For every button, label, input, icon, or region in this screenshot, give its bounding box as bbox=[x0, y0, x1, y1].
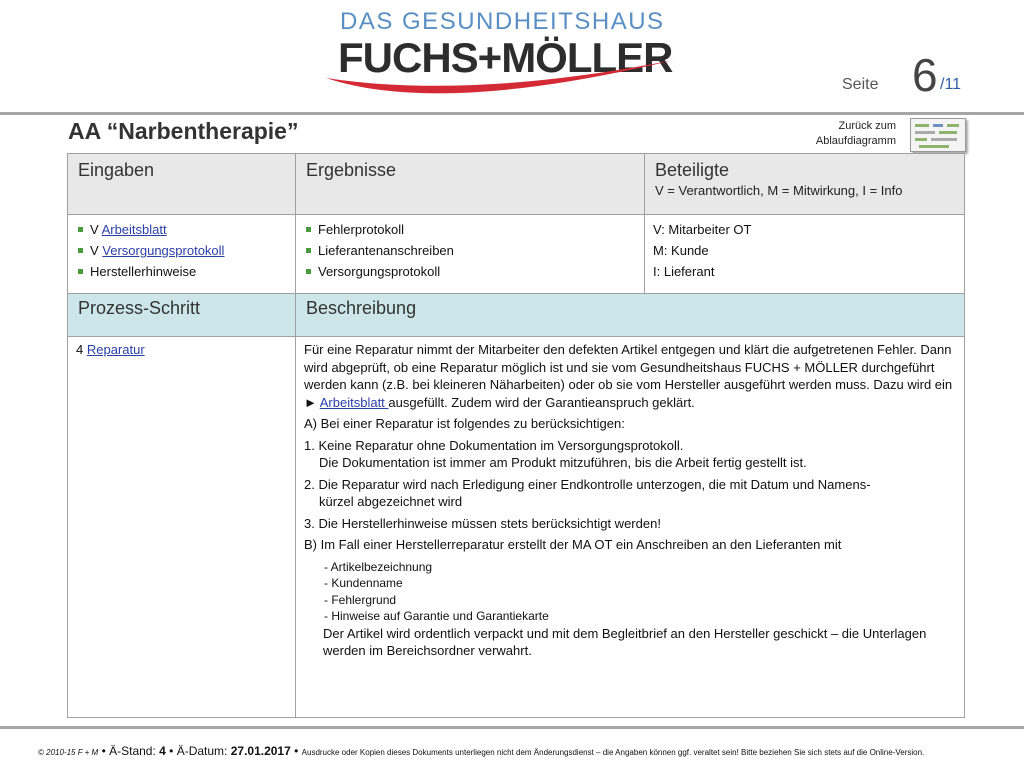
list-item: Versorgungsprotokoll bbox=[304, 261, 636, 282]
back-link-line2: Ablaufdiagramm bbox=[815, 135, 896, 147]
page-total: /11 bbox=[940, 76, 962, 93]
footer-date-value: 27.01.2017 bbox=[230, 744, 291, 758]
step-header: Prozess-Schritt bbox=[68, 294, 296, 337]
list-item: Lieferantenanschreiben bbox=[304, 240, 636, 261]
results-header bbox=[296, 154, 645, 215]
participants-header-label: Beteiligte bbox=[655, 160, 730, 180]
page-label: Seite bbox=[842, 76, 879, 93]
process-table bbox=[67, 293, 965, 718]
list-item bbox=[76, 219, 287, 240]
letter-item: - Artikelbezeichnung bbox=[324, 559, 433, 574]
footer-bullet: • bbox=[290, 744, 302, 758]
step-number: 4 bbox=[76, 342, 87, 357]
footer bbox=[38, 742, 924, 760]
footer-stand-label: • Ä-Stand: bbox=[98, 744, 160, 758]
description-header: Beschreibung bbox=[296, 294, 965, 337]
list-item bbox=[76, 261, 287, 282]
rule-item-3: 3. Die Herstellerhinweise müssen stets berücksichtigt werden! bbox=[304, 515, 661, 531]
footer-disclaimer: Ausdrucke oder Kopien dieses Dokuments unterliegen nicht dem Änderungsdienst – die Angaben können ggf. veraltet sein! Bitte beziehen Sie sich stets auf die Online-Version. bbox=[301, 748, 925, 757]
rule-item-2-detail: kürzel abgezeichnet wird bbox=[319, 494, 463, 509]
footer-stand-value: 4 bbox=[159, 744, 166, 758]
inputs-header-label: Eingaben bbox=[78, 160, 155, 180]
rule-item-2: 2. Die Reparatur wird nach Erledigung einer Endkontrolle unterzogen, die mit Datum und Namens- bbox=[304, 476, 871, 492]
page-title: AA “Narbentherapie” bbox=[68, 118, 299, 144]
process-content-row bbox=[68, 337, 965, 718]
arbeitsblatt-link[interactable]: Arbeitsblatt bbox=[101, 222, 167, 237]
participants-header bbox=[645, 154, 965, 215]
section-a-heading: A) Bei einer Reparatur ist folgendes zu berücksichtigen: bbox=[304, 416, 625, 431]
section-b-heading: B) Im Fall einer Herstellerreparatur erstellt der MA OT ein Anschreiben an den Lieferanten mit bbox=[304, 537, 842, 552]
versorgungsprotokoll-link[interactable]: Versorgungsprotokoll bbox=[102, 243, 225, 258]
participants-legend: V = Verantwortlich, M = Mitwirkung, I = Info bbox=[655, 183, 903, 198]
closing-text: Der Artikel wird ordentlich verpackt und mit dem Begleitbrief an den Hersteller geschickt – die Unterlagen werden im Bereichsordner verwahrt. bbox=[323, 625, 927, 658]
brand-swoosh-icon bbox=[320, 58, 680, 108]
input-label: Herstellerhinweise bbox=[90, 264, 197, 279]
inputs-header bbox=[68, 154, 296, 215]
rule-item-1: 1. Keine Reparatur ohne Dokumentation im Versorgungsprotokoll. bbox=[304, 437, 684, 453]
input-prefix: V bbox=[90, 222, 102, 237]
brand-wordmark: FUCHS+MÖLLER bbox=[338, 34, 673, 81]
step-cell bbox=[68, 337, 296, 718]
letter-item: - Fehlergrund bbox=[324, 592, 397, 607]
process-header-row bbox=[68, 294, 965, 337]
page-number: 6 bbox=[912, 49, 938, 101]
intro-text: Für eine Reparatur nimmt der Mitarbeiter den defekten Artikel entgegen und klärt die aufgetretenen Fehler. Dann wird abgeprüft, ob eine Reparatur möglich ist und sie vom Gesundheitshaus FUCHS + MÖLLER durchgeführt werden kann (z.B. bei kleineren Näharbeiten) oder ob sie vom Hersteller ausgeführt werden muss. Dazu wird ein ► bbox=[304, 342, 953, 410]
io-table bbox=[67, 153, 965, 310]
letter-item: - Hinweise auf Garantie und Garantiekarte bbox=[324, 609, 549, 623]
participant-line: V: Mitarbeiter OT bbox=[653, 222, 752, 237]
input-prefix: V bbox=[90, 243, 103, 258]
brand-header bbox=[0, 0, 1024, 110]
back-to-flowchart-link[interactable] bbox=[790, 119, 896, 149]
list-item: Fehlerprotokoll bbox=[304, 219, 636, 240]
arbeitsblatt-inline-link[interactable]: Arbeitsblatt bbox=[319, 394, 389, 410]
description-cell bbox=[296, 337, 965, 718]
reparatur-link[interactable]: Reparatur bbox=[86, 342, 145, 357]
rule-item-1-detail: Die Dokumentation ist immer am Produkt mitzuführen, bis die Arbeit fertig gestellt ist. bbox=[319, 455, 807, 470]
footer-date-label: • Ä-Datum: bbox=[165, 744, 231, 758]
flowchart-thumbnail-icon[interactable] bbox=[910, 118, 966, 152]
letter-item: - Kundenname bbox=[324, 576, 403, 590]
results-header-label: Ergebnisse bbox=[306, 160, 397, 180]
list-item bbox=[76, 240, 287, 261]
participant-line: I: Lieferant bbox=[653, 264, 715, 279]
participant-line: M: Kunde bbox=[653, 243, 709, 258]
footer-copyright: © 2010-15 F + M bbox=[38, 748, 99, 757]
header-divider bbox=[0, 112, 1024, 115]
brand-tagline: DAS GESUNDHEITSHAUS bbox=[340, 8, 665, 35]
back-link-line1: Zurück zum bbox=[838, 120, 896, 132]
io-header-row bbox=[68, 154, 965, 215]
footer-divider bbox=[0, 726, 1024, 729]
intro-text-end: ausgefüllt. Zudem wird der Garantieanspruch geklärt. bbox=[388, 394, 695, 410]
description-intro bbox=[304, 341, 956, 411]
